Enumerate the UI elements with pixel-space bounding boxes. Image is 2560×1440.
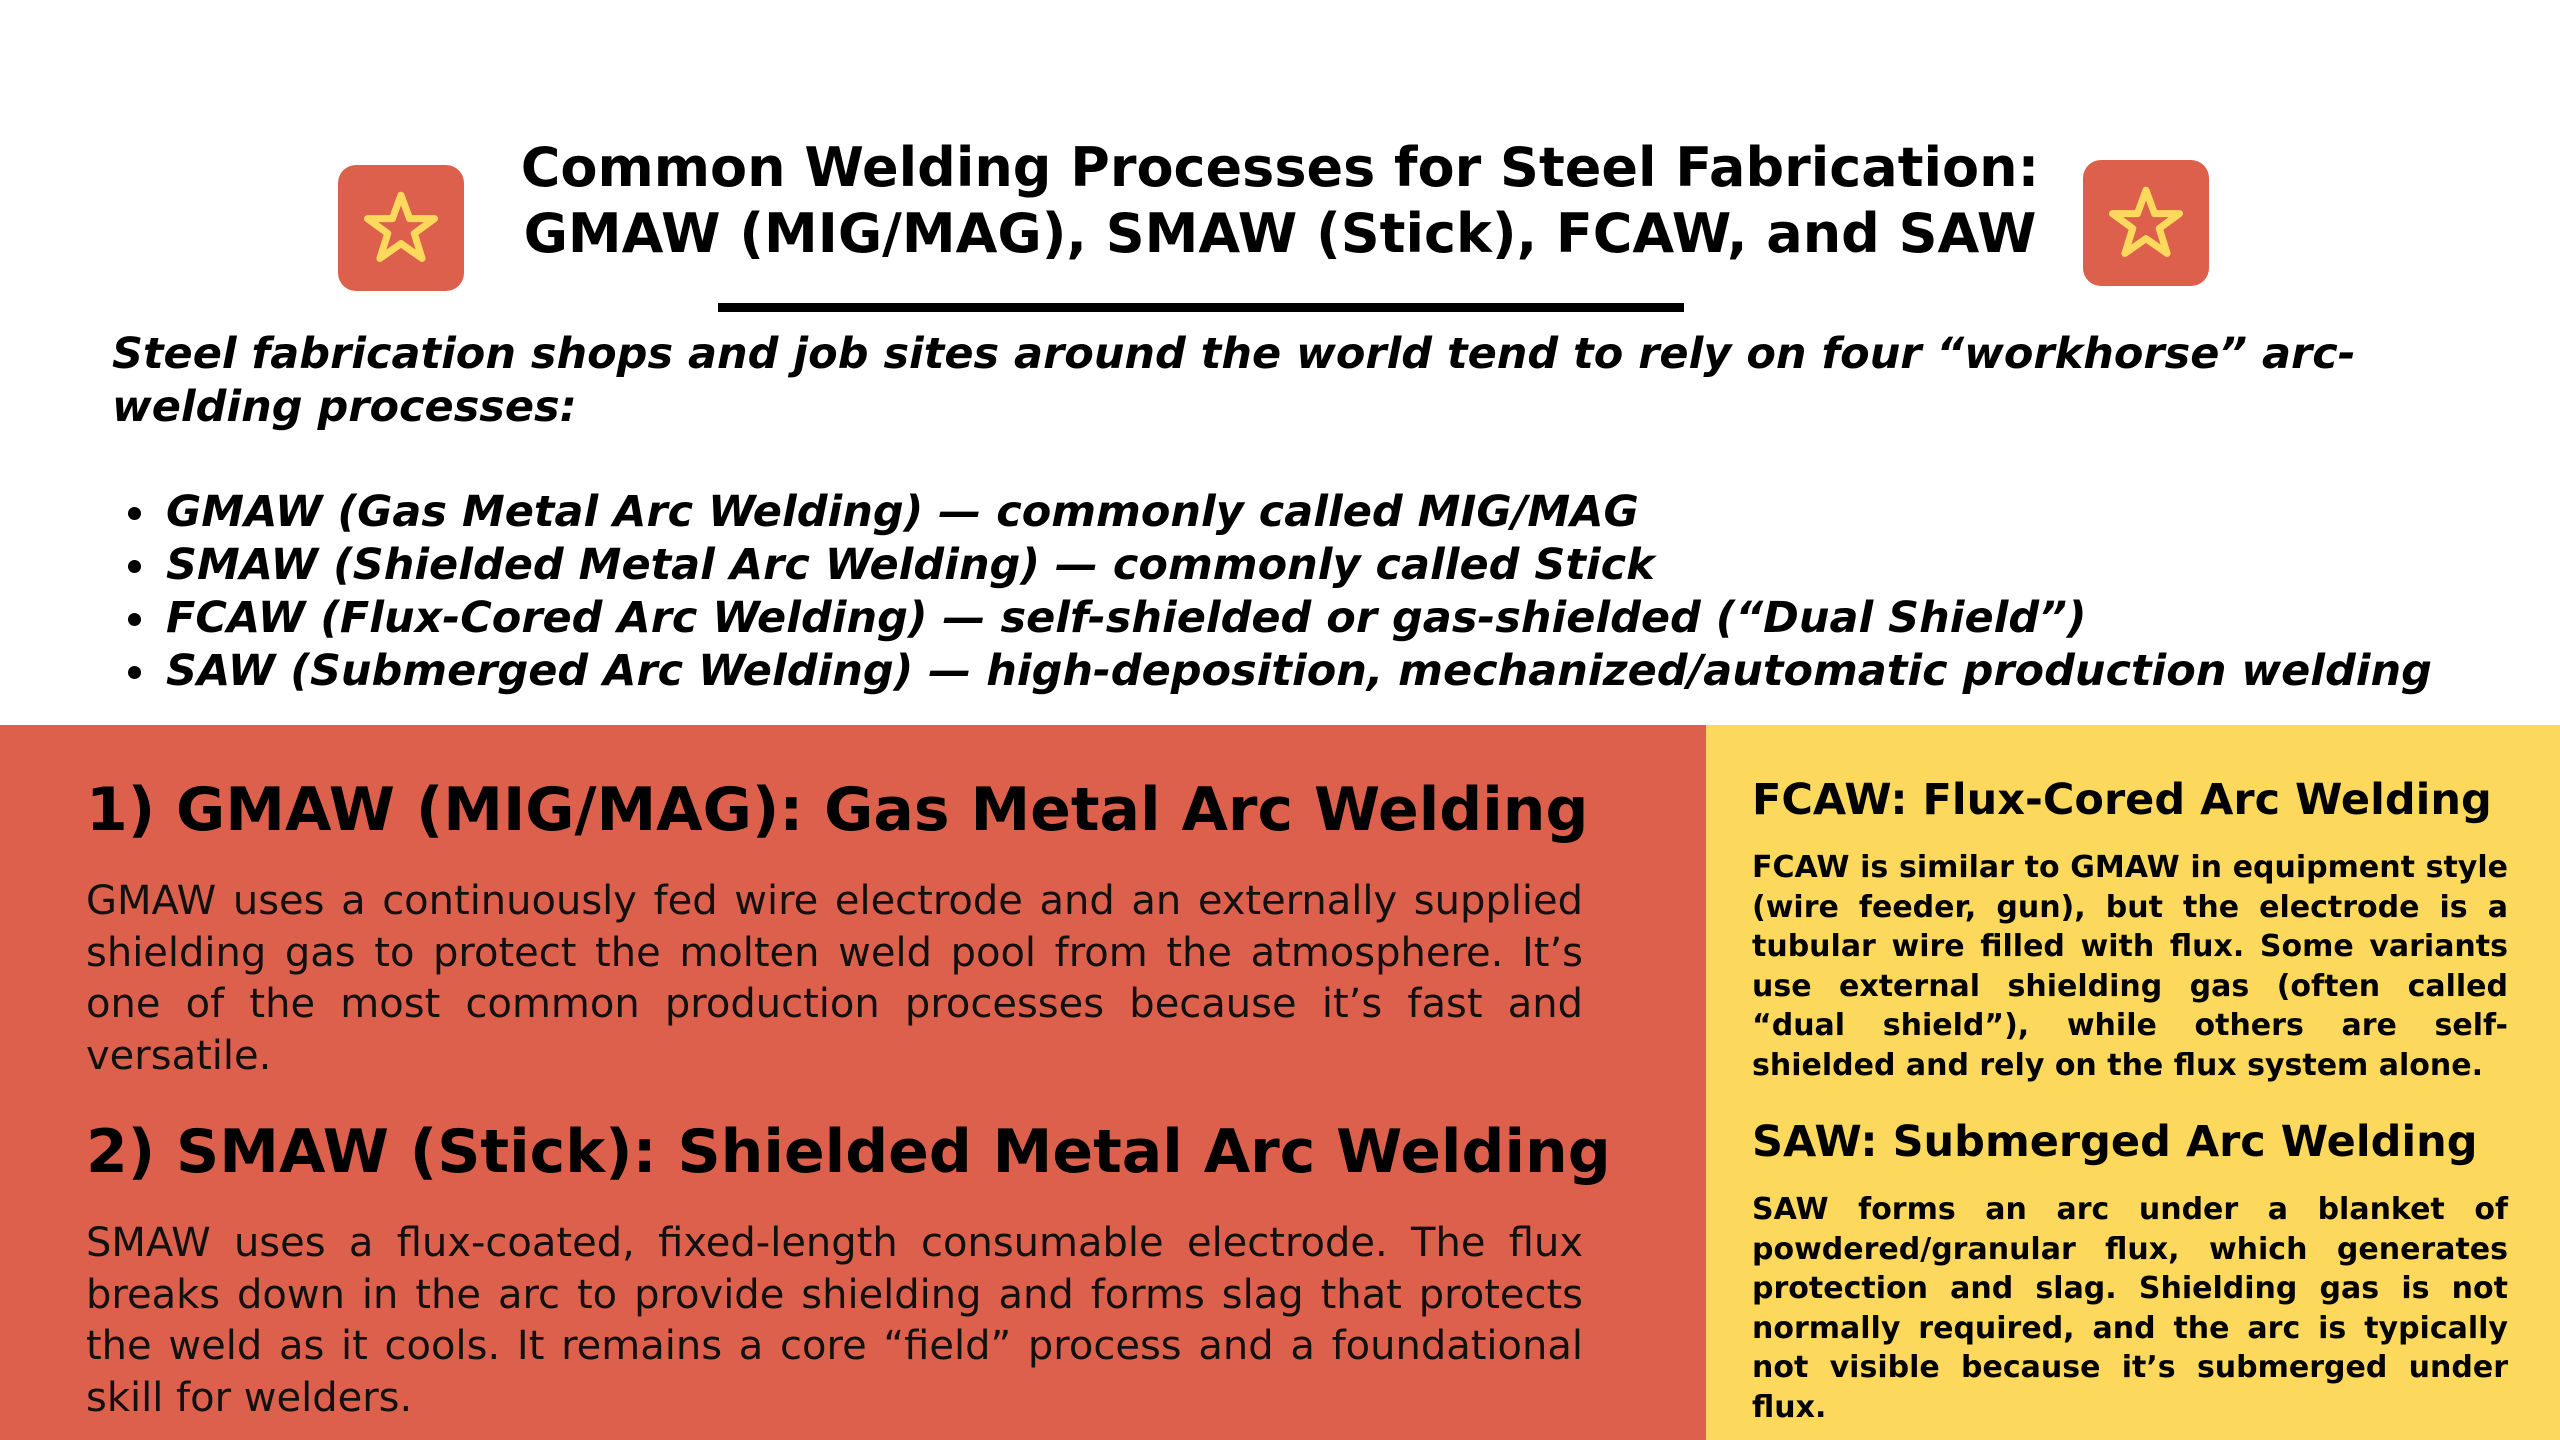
smaw-body: SMAW uses a flux-coated, fixed-length consumable electrode. The flux breaks down in the arc to provide shielding and forms slag that protects the weld as it cools. It remains a core “field” process and a foundational skill for welders. <box>86 1220 1583 1421</box>
page-title <box>480 135 2080 267</box>
list-item: GMAW (Gas Metal Arc Welding) — commonly called MIG/MAG <box>112 486 2492 539</box>
star-icon <box>2107 184 2185 262</box>
smaw-heading: 2) SMAW (Stick): Shielded Metal Arc Welding <box>86 1117 1611 1187</box>
saw-body: SAW forms an arc under a blanket of powdered/granular flux, which generates protection and slag. Shielding gas is not normally required, and the arc is typically not visible because it’s submerged under flux. <box>1752 1192 2508 1425</box>
list-item: FCAW (Flux-Cored Arc Welding) — self-shielded or gas-shielded (“Dual Shield”) <box>112 592 2492 645</box>
list-item: SAW (Submerged Arc Welding) — high-deposition, mechanized/automatic production welding <box>112 645 2492 698</box>
star-badge-left <box>338 165 464 291</box>
star-icon <box>362 189 440 267</box>
intro-text: Steel fabrication shops and job sites around the world tend to rely on four “workhorse” arc-welding processes: <box>112 329 2356 432</box>
list-item: SMAW (Shielded Metal Arc Welding) — commonly called Stick <box>112 539 2492 592</box>
bullet-dot <box>128 560 141 573</box>
title-line-1: Common Welding Processes for Steel Fabrication: <box>520 136 2040 199</box>
fcaw-heading: FCAW: Flux-Cored Arc Welding <box>1752 775 2492 825</box>
gmaw-body: GMAW uses a continuously fed wire electrode and an externally supplied shielding gas to protect the molten weld pool from the atmosphere. It’s one of the most common production processes because it’s fast and versatile. <box>86 878 1583 1079</box>
bullet-dot <box>128 613 141 626</box>
bullet-dot <box>128 666 141 679</box>
fcaw-body: FCAW is similar to GMAW in equipment style (wire feeder, gun), but the electrode is a tubular wire filled with flux. Some variants use external shielding gas (often called “dual shield”), while others are self-shielded and rely on the flux system alone. <box>1752 850 2508 1083</box>
gmaw-heading: 1) GMAW (MIG/MAG): Gas Metal Arc Welding <box>86 775 1589 845</box>
title-underline <box>718 303 1684 312</box>
process-list <box>112 486 2492 698</box>
star-badge-right <box>2083 160 2209 286</box>
saw-heading: SAW: Submerged Arc Welding <box>1752 1117 2478 1167</box>
title-line-2: GMAW (MIG/MAG), SMAW (Stick), FCAW, and SAW <box>523 202 2037 265</box>
bullet-dot <box>128 507 141 520</box>
